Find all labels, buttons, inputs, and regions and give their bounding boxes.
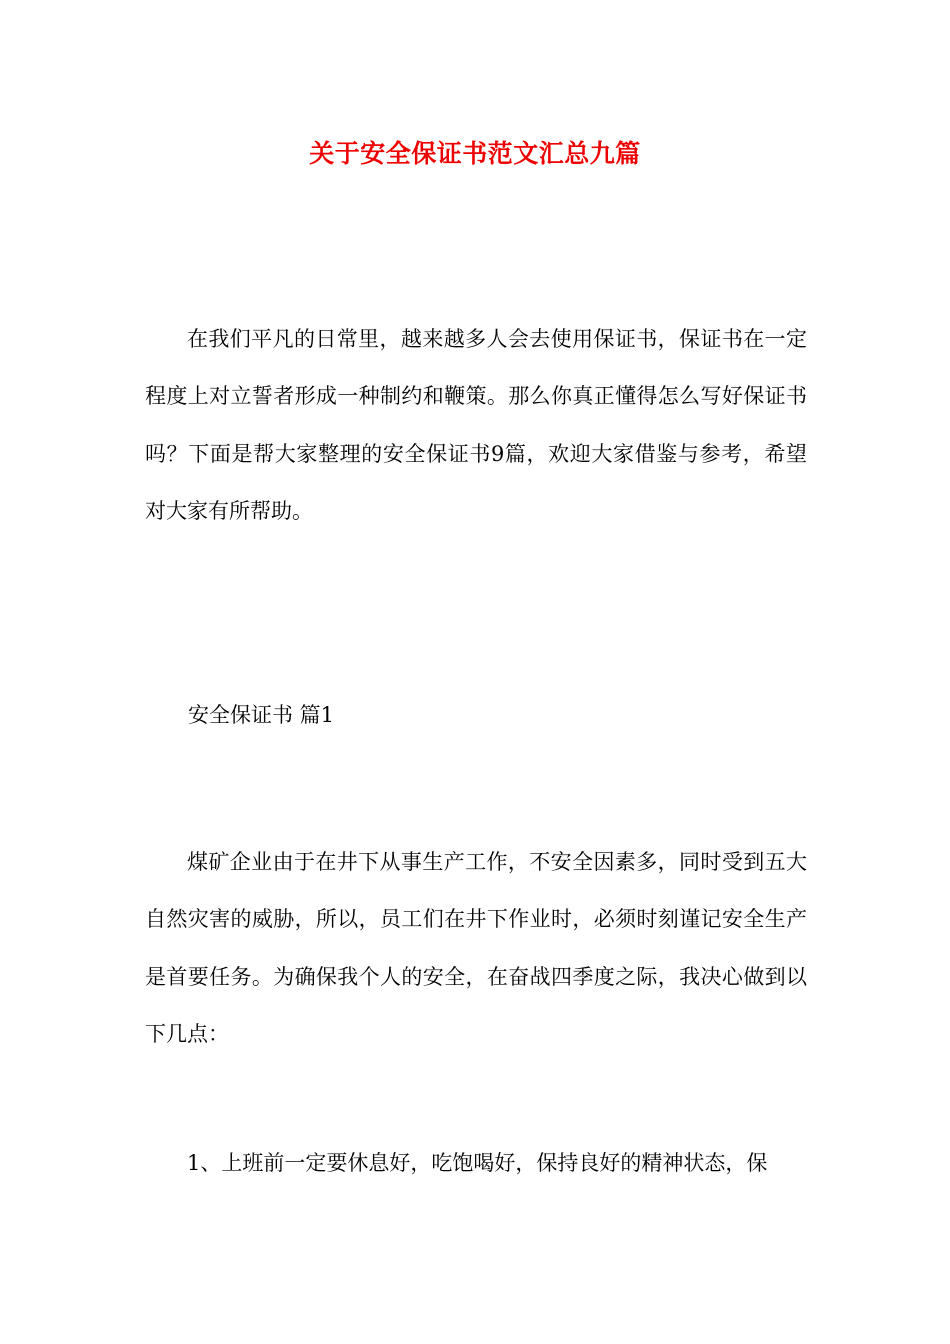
list-item-1: 1、上班前一定要休息好，吃饱喝好，保持良好的精神状态，保: [187, 1151, 768, 1175]
section-body-paragraph: 煤矿企业由于在井下从事生产工作，不安全因素多，同时受到五大自然灾害的威胁，所以，员工们在井下作业时，必须时刻谨记安全生产是首要任务。为确保我个人的安全，在奋战四季度之际，我决心做到以下几点：: [145, 850, 807, 1047]
intro-paragraph: 在我们平凡的日常里，越来越多人会去使用保证书，保证书在一定程度上对立誓者形成一种制约和鞭策。那么你真正懂得怎么写好保证书吗？下面是帮大家整理的安全保证书9篇，欢迎大家借鉴与参考，希望对大家有所帮助。: [145, 327, 807, 524]
section-heading: 安全保证书 篇1: [188, 703, 335, 727]
document-title: 关于安全保证书范文汇总九篇: [309, 139, 641, 168]
